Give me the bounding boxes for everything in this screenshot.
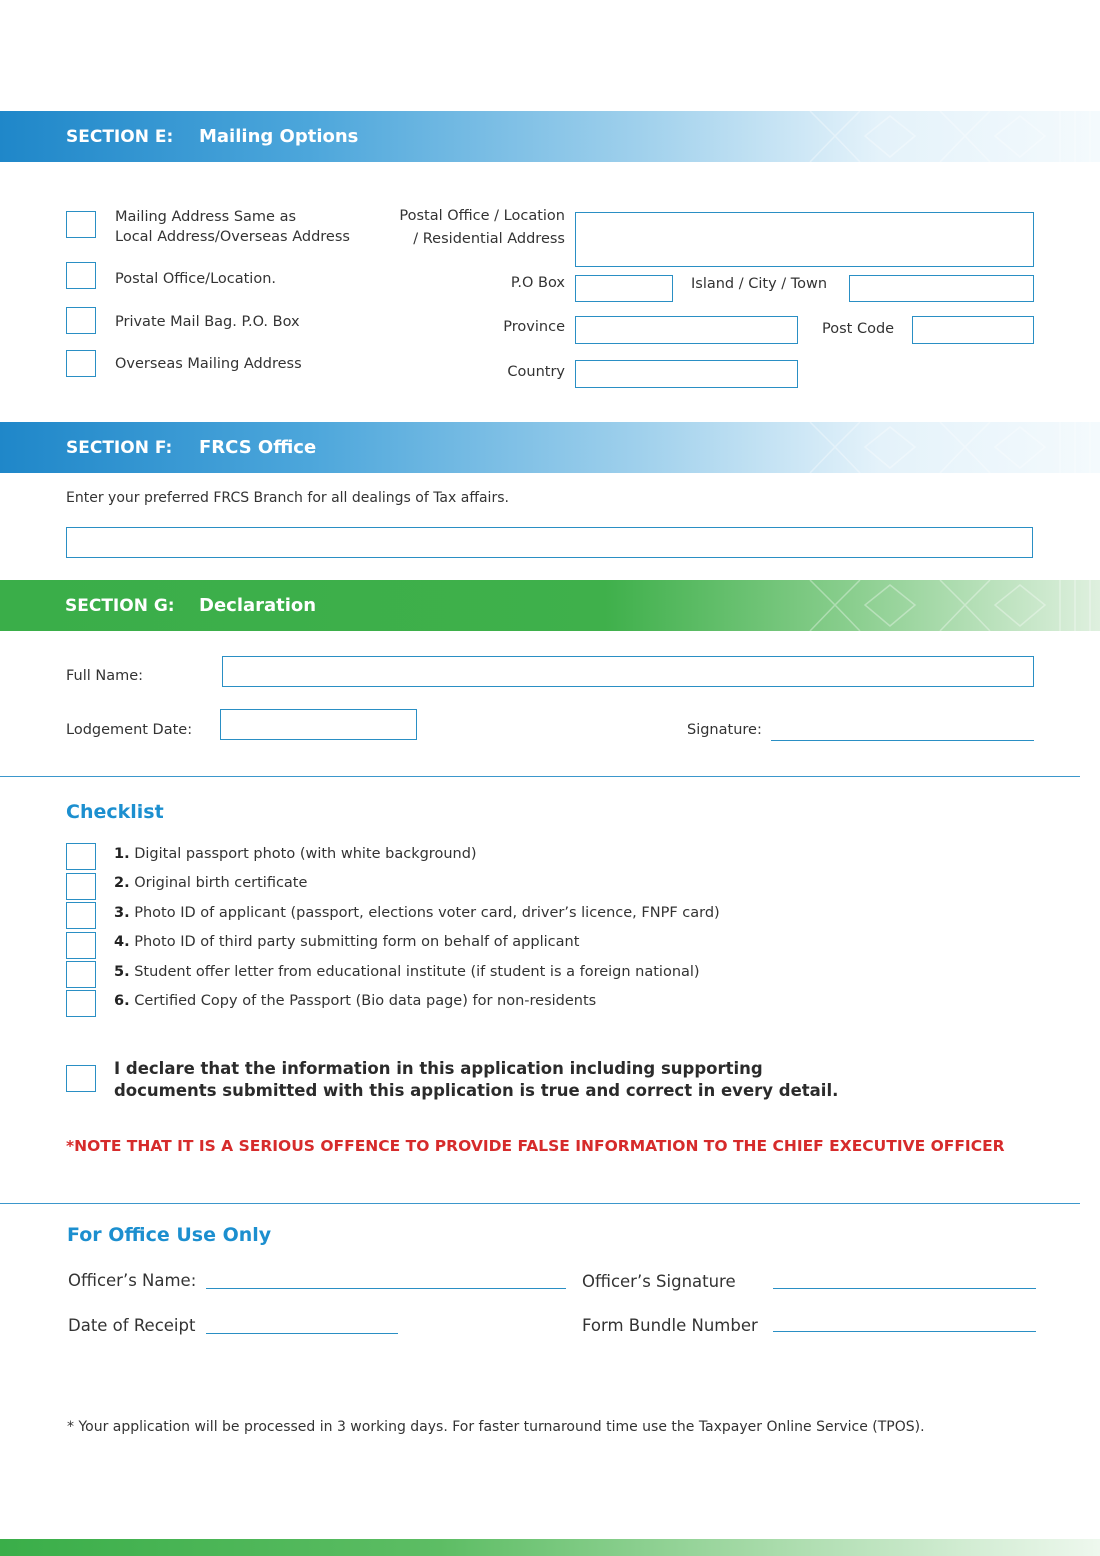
form-bundle-number-line[interactable] <box>773 1331 1036 1332</box>
country-field[interactable] <box>575 360 798 388</box>
banner-pattern-icon <box>800 111 1100 162</box>
officer-name-label: Officer’s Name: <box>68 1271 197 1290</box>
footer-bar <box>0 1539 1100 1556</box>
checklist-checkbox-4[interactable] <box>66 932 96 959</box>
declaration-line-2: documents submitted with this application is true and correct in every detail. <box>114 1081 839 1100</box>
mailing-same-label-2: Local Address/Overseas Address <box>115 229 350 245</box>
checklist-checkbox-1[interactable] <box>66 843 96 870</box>
residential-address-label: / Residential Address <box>413 231 565 247</box>
province-field[interactable] <box>575 316 798 344</box>
private-mail-bag-label: Private Mail Bag. P.O. Box <box>115 314 300 330</box>
section-f-title: FRCS Office <box>199 437 317 458</box>
divider-2 <box>0 1203 1080 1204</box>
section-f-number: SECTION F: <box>66 437 173 458</box>
section-e-title: Mailing Options <box>199 126 359 147</box>
checklist-item-4: 4. Photo ID of third party submitting form on behalf of applicant <box>114 934 580 950</box>
post-code-label: Post Code <box>822 321 895 337</box>
declaration-text <box>114 1058 838 1102</box>
declaration-line-1: I declare that the information in this application including supporting <box>114 1059 763 1078</box>
island-city-town-label: Island / City / Town <box>691 276 828 292</box>
lodgement-date-field[interactable] <box>220 709 417 740</box>
po-box-field[interactable] <box>575 275 673 302</box>
checklist-checkbox-2[interactable] <box>66 873 96 900</box>
officer-name-line[interactable] <box>206 1288 566 1289</box>
checklist-item-2: 2. Original birth certificate <box>114 875 308 891</box>
mailing-same-checkbox[interactable] <box>66 211 96 238</box>
signature-label: Signature: <box>687 722 762 738</box>
processing-footnote: * Your application will be processed in 3 working days. For faster turnaround time use the Taxpayer Online Service (TPOS). <box>67 1419 925 1435</box>
declaration-checkbox[interactable] <box>66 1065 96 1092</box>
date-of-receipt-label: Date of Receipt <box>68 1316 196 1335</box>
province-label: Province <box>503 319 565 335</box>
banner-pattern-icon <box>800 422 1100 473</box>
section-e-number: SECTION E: <box>66 126 174 147</box>
island-city-town-field[interactable] <box>849 275 1034 302</box>
post-code-field[interactable] <box>912 316 1034 344</box>
mailing-same-label-1: Mailing Address Same as <box>115 209 297 225</box>
frcs-branch-instruction: Enter your preferred FRCS Branch for all dealings of Tax affairs. <box>66 490 509 506</box>
false-information-warning: *NOTE THAT IT IS A SERIOUS OFFENCE TO PROVIDE FALSE INFORMATION TO THE CHIEF EXECUTIVE OFFICER <box>66 1137 1005 1155</box>
section-g-banner <box>0 580 1100 631</box>
overseas-mailing-label: Overseas Mailing Address <box>115 356 302 372</box>
private-mail-bag-checkbox[interactable] <box>66 307 96 334</box>
divider-1 <box>0 776 1080 777</box>
checklist-heading: Checklist <box>66 801 164 823</box>
section-e-banner <box>0 111 1100 162</box>
lodgement-date-label: Lodgement Date: <box>66 722 193 738</box>
checklist-item-3: 3. Photo ID of applicant (passport, elections voter card, driver’s licence, FNPF card) <box>114 905 720 921</box>
date-of-receipt-line[interactable] <box>206 1333 398 1334</box>
office-use-heading: For Office Use Only <box>67 1224 272 1246</box>
section-f-banner <box>0 422 1100 473</box>
checklist-checkbox-5[interactable] <box>66 961 96 988</box>
checklist-item-1: 1. Digital passport photo (with white background) <box>114 846 477 862</box>
signature-line[interactable] <box>771 740 1034 741</box>
checklist-checkbox-3[interactable] <box>66 902 96 929</box>
officer-signature-line[interactable] <box>773 1288 1036 1289</box>
postal-office-checkbox[interactable] <box>66 262 96 289</box>
full-name-label: Full Name: <box>66 668 144 684</box>
form-bundle-number-label: Form Bundle Number <box>582 1316 758 1335</box>
full-name-field[interactable] <box>222 656 1034 687</box>
postal-office-location-label: Postal Office / Location <box>399 208 565 224</box>
country-label: Country <box>507 364 565 380</box>
frcs-branch-field[interactable] <box>66 527 1033 558</box>
overseas-mailing-checkbox[interactable] <box>66 350 96 377</box>
postal-office-option-label: Postal Office/Location. <box>115 271 277 287</box>
postal-office-address-field[interactable] <box>575 212 1034 267</box>
po-box-label: P.O Box <box>510 275 565 291</box>
section-g-number: SECTION G: <box>65 595 175 616</box>
checklist-item-6: 6. Certified Copy of the Passport (Bio data page) for non-residents <box>114 993 597 1009</box>
checklist-checkbox-6[interactable] <box>66 990 96 1017</box>
officer-signature-label: Officer’s Signature <box>582 1272 736 1291</box>
checklist-item-5: 5. Student offer letter from educational institute (if student is a foreign national) <box>114 964 700 980</box>
banner-pattern-icon <box>800 580 1100 631</box>
section-g-title: Declaration <box>199 595 317 616</box>
